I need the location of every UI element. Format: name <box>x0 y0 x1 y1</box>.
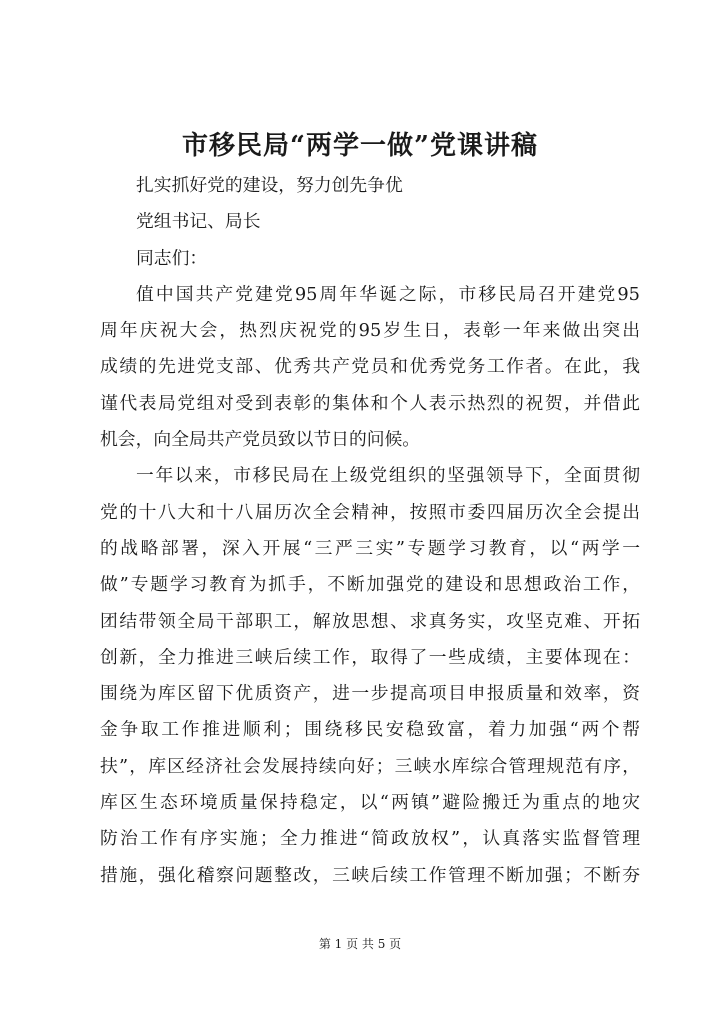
paragraph-2-line: 党的十八大和十八届历次全会精神，按照市委四届历次全会提出 <box>100 501 640 523</box>
paragraph-2-line: 扶”，库区经济社会发展持续向好；三峡水库综合管理规范有序， <box>100 755 640 777</box>
document-body <box>100 168 640 894</box>
paragraph-2-line: 措施，强化稽察问题整改，三峡后续工作管理不断加强；不断夯 <box>100 864 640 886</box>
paragraph-1-line: 谨代表局党组对受到表彰的集体和个人表示热烈的祝贺，并借此 <box>100 392 640 414</box>
page-number: 第 1 页 共 5 页 <box>318 937 402 951</box>
paragraph-1-line: 值中国共产党建党95周年华诞之际，市移民局召开建党95 <box>136 283 640 305</box>
paragraph-2-line: 金争取工作推进顺利；围绕移民安稳致富，着力加强“两个帮 <box>100 719 640 741</box>
paragraph-2-line: 的战略部署，深入开展“三严三实”专题学习教育，以“两学一 <box>100 537 640 559</box>
paragraph-1-line: 周年庆祝大会，热烈庆祝党的95岁生日，表彰一年来做出突出 <box>100 320 640 342</box>
paragraph-2-line: 创新，全力推进三峡后续工作，取得了一些成绩，主要体现在： <box>100 646 640 668</box>
paragraph-2-line: 团结带领全局干部职工，解放思想、求真务实，攻坚克难、开拓 <box>100 610 640 632</box>
speaker-line: 党组书记、局长 <box>136 211 261 233</box>
paragraph-2-line: 库区生态环境质量保持稳定，以“两镇”避险搬迁为重点的地灾 <box>100 792 640 814</box>
salutation-line: 同志们： <box>136 247 208 269</box>
paragraph-2-line: 防治工作有序实施；全力推进“简政放权”，认真落实监督管理 <box>100 828 640 850</box>
subtitle-line: 扎实抓好党的建设，努力创先争优 <box>136 175 403 196</box>
paragraph-2-line: 做”专题学习教育为抓手，不断加强党的建设和思想政治工作， <box>100 574 640 596</box>
paragraph-1-line: 成绩的先进党支部、优秀共产党员和优秀党务工作者。在此，我 <box>100 356 640 378</box>
paragraph-2-line: 一年以来，市移民局在上级党组织的坚强领导下，全面贯彻 <box>136 465 640 487</box>
document-title: 市移民局“两学一做”党课讲稿 <box>182 131 538 161</box>
paragraph-1-line: 机会，向全局共产党员致以节日的问候。 <box>100 429 421 451</box>
paragraph-2-line: 围绕为库区留下优质资产，进一步提高项目申报质量和效率，资 <box>100 683 640 705</box>
